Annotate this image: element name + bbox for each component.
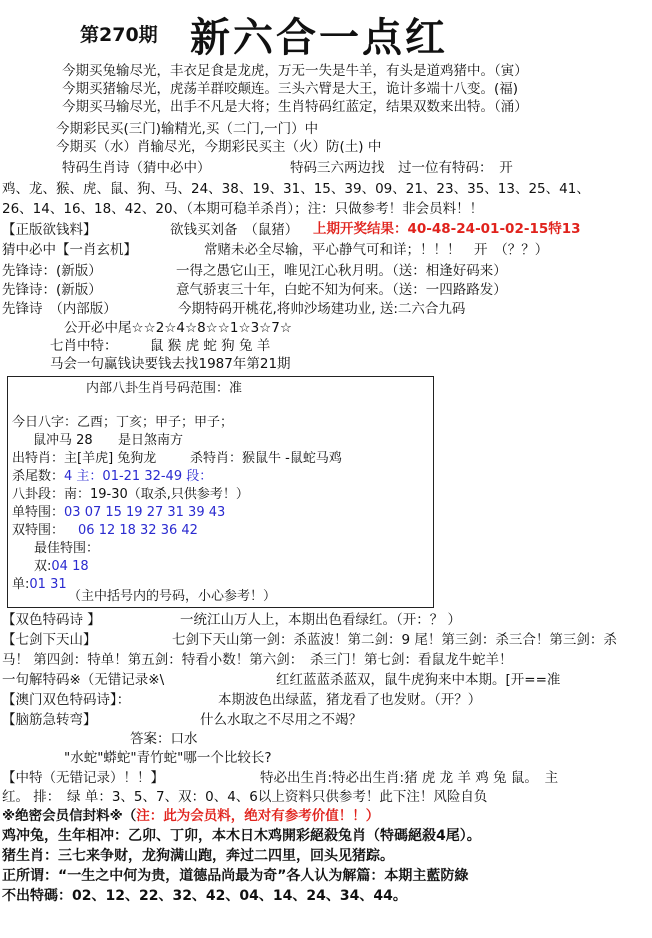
box-dante-label: 单特围： <box>12 505 65 520</box>
page-title: 新六合一点红 <box>190 14 448 61</box>
zhuxiao-line: 猪生肖：三七来争财，龙狗满山跑，奔过二四里，回头见猪踪。 <box>2 848 394 864</box>
box-dante-value: 03 07 15 19 27 31 39 43 <box>64 505 226 520</box>
juemi-note: 注：此为会员料，绝对有参考价值！！） <box>136 808 380 824</box>
xianfeng-text: 一得之愚它山王，唯见江心秋月明。（送：相逢好码来） <box>176 263 507 279</box>
qijian-text-2: 马！ 第四剑：特单！第五剑：特看小数！第六剑： 杀三门！第七剑：看鼠龙牛蛇羊！ <box>2 652 513 668</box>
naojin-answer-label: 答案： <box>130 731 171 747</box>
poem-line: 今期买兔输尽光，丰衣足食是龙虎，万无一失是牛羊，有头是道鸡猪中。（寅） <box>62 63 528 79</box>
poem-line: 今期买马输尽光，出手不凡是大将；生肖特码红蓝定，结果双数来出特。（涌） <box>62 99 528 115</box>
bagua-box <box>7 376 434 608</box>
shuangse-text: 一统江山万人上，本期出色看绿红。（开：？ ） <box>180 612 462 628</box>
xianfeng-text: 意气骄衷三十年，白蛇不知为何来。（送：一四路路发） <box>176 282 507 298</box>
yiju-text: 红红蓝蓝杀蓝双，鼠牛虎狗来中本期。[开==准 <box>276 672 561 688</box>
zhongte-text: 特必出生肖:特必出生肖:猪 虎 龙 羊 鸡 兔 鼠。 主 <box>260 770 559 786</box>
aomen-label: 【澳门双色特码诗】： <box>2 692 131 708</box>
naojin-label: 【脑筋急转弯】 <box>2 712 97 728</box>
box-chong-dir: 是日煞南方 <box>118 433 184 448</box>
box-shuang-label: 双: <box>34 559 52 574</box>
buchu-line: 不出特碼：02、12、22、32、42、04、14、24、34、44。 <box>2 888 407 904</box>
gongkai-line: 公开必中尾☆☆2☆4☆8☆☆1☆3☆7☆ <box>64 320 292 336</box>
aomen-text: 本期波色出绿蓝，猪龙看了也发财。（开？） <box>218 692 482 708</box>
box-bagua-value: 19-30（取杀,只供参考！） <box>90 487 249 502</box>
xianfeng-label: 先锋诗 （内部版） <box>2 301 117 317</box>
box-shawei-label: 杀尾数： <box>12 469 65 484</box>
box-shawei-value: 4 主：01-21 32-49 段： <box>64 469 213 484</box>
naojin-question: 什么水取之不尽用之不竭？ <box>200 712 362 728</box>
cai-text: 常赌未必全尽输，平心静气可和详；！！！ 开 （？？） <box>204 242 549 258</box>
snake-riddle: "水蛇"蟒蛇"青竹蛇"哪一个比较长? <box>64 750 272 766</box>
special-hint: 特码三六两边找 过一位有特码： 开 <box>290 160 513 176</box>
box-note: （主中括号内的号码，小心参考！） <box>68 589 277 604</box>
qixiao-label: 七肖中特： <box>50 338 118 354</box>
box-sha-label: 杀特肖：猴鼠牛 -鼠蛇马鸡 <box>190 451 342 466</box>
zhengsuo-line: 正所谓：“一生之中何为贵，道德品尚最为奇”各人认为解篇：本期主藍防綠 <box>2 868 469 884</box>
qijian-label: 【七剑下天山】 <box>2 632 97 648</box>
box-chute-value: 主[羊虎] 兔狗龙 <box>64 451 157 466</box>
poem-line: 今期买（水）肖输尽光，今期彩民买主（火）防(土) 中 <box>56 139 382 155</box>
box-dan-value: 01 31 <box>29 577 67 592</box>
box-bagua-label: 八卦段：南： <box>12 487 91 502</box>
box-shuangte-value: 06 12 18 32 36 42 <box>78 523 198 538</box>
box-dan-label: 单: <box>12 577 30 592</box>
xianfeng-text: 今期特码开桃花,将帅沙场建功业, 送:二六合九码 <box>178 301 466 317</box>
qixiao-text: 鼠 猴 虎 蛇 狗 兔 羊 <box>150 338 271 354</box>
box-shuang-value: 04 18 <box>51 559 89 574</box>
zheng-text: 欲钱买刘备 （鼠猪） <box>170 222 299 238</box>
xianfeng-label: 先锋诗：(新版） <box>2 282 102 298</box>
yiju-label: 一句解特码※（无错记录※\ <box>2 672 165 688</box>
box-shuangte-label: 双特围： <box>12 523 65 538</box>
poem-line: 今期彩民买(三门)输精光,买（二门,一门）中 <box>56 121 319 137</box>
poem-line: 今期买猪输尽光，虎荡羊群咬颠连。三头六臂是大王，诡计多端十八变。(福) <box>62 81 519 97</box>
special-numbers-2: 26、14、16、18、42、20、（本期可稳羊杀肖）；注：只做参考！非会员料！！ <box>2 201 484 217</box>
naojin-answer: 口水 <box>170 731 198 747</box>
juemi-label: ※绝密会员信封料※（ <box>2 808 137 824</box>
special-label: 特码生肖诗（猜中必中） <box>62 160 211 176</box>
zhongte-label: 【中特（无错记录）！！】 <box>2 770 164 786</box>
box-chong: 鼠冲马 28 <box>33 433 93 448</box>
xianfeng-label: 先锋诗：(新版） <box>2 263 102 279</box>
mahui-line: 马会一句赢钱诀要钱去找1987年第21期 <box>50 356 291 372</box>
box-title: 内部八卦生肖号码范围：准 <box>86 381 243 396</box>
jichong-line: 鸡冲兔，生年相冲：乙卯、丁卯，本木日木鸡開彩絕殺兔肖（特碼絕殺4尾）。 <box>2 828 481 844</box>
box-bazi: 今日八字：乙酉；丁亥；甲子；甲子； <box>12 415 234 430</box>
zhongte-text-2: 红。 排： 绿 单：3、5、7、双：0、4、6以上资料只供参考！此下注！风险自负 <box>2 789 488 805</box>
shuangse-label: 【双色特码诗 】 <box>2 612 101 628</box>
box-chute-label: 出特肖： <box>12 451 65 466</box>
cai-label: 猜中必中【一肖玄机】 <box>2 242 137 258</box>
qijian-text: 七剑下天山第一剑：杀蓝波！第二剑：9 尾！第三剑：杀三合！第三剑：杀 <box>172 632 617 648</box>
box-zuijia: 最佳特围： <box>34 541 100 556</box>
last-result: 上期开奖结果：40-48-24-01-02-15特13 <box>313 221 581 237</box>
zheng-label: 【正版欲钱料】 <box>2 222 97 238</box>
special-numbers: 鸡、龙、猴、虎、鼠、狗、马、24、38、19、31、15、39、09、21、23、35、13、25、41、 <box>2 181 590 197</box>
issue-number: 第270期 <box>80 24 158 46</box>
